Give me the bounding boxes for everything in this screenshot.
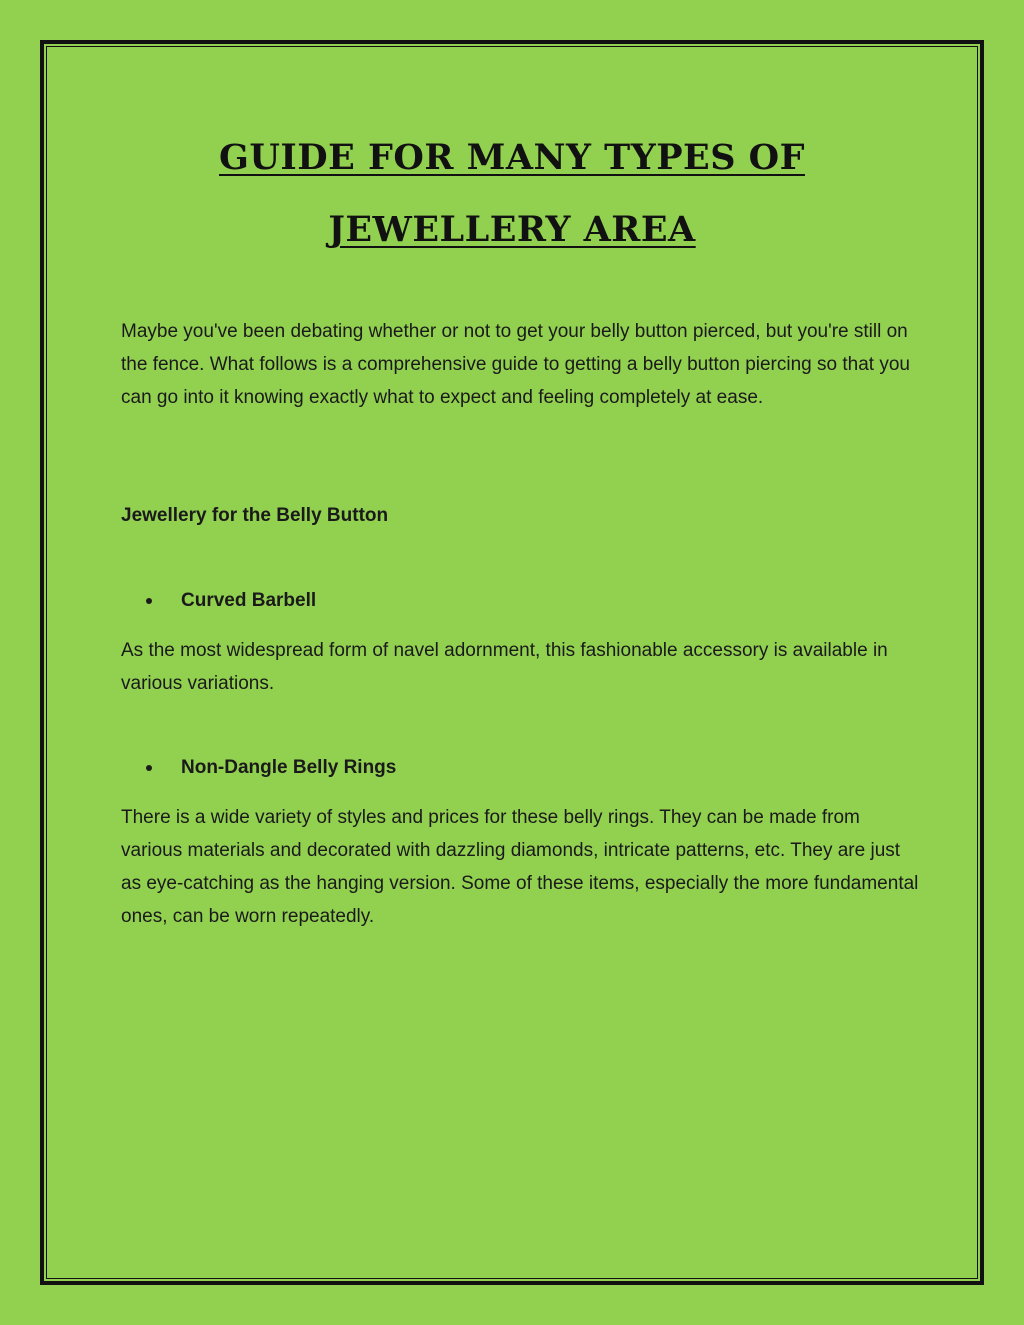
list-item-heading: Non-Dangle Belly Rings bbox=[181, 756, 397, 778]
curved-barbell-paragraph: As the most widespread form of navel adornment, this fashionable accessory is available in various variations. bbox=[121, 640, 888, 694]
bullet-icon bbox=[146, 598, 152, 604]
section-heading: Jewellery for the Belly Button bbox=[121, 505, 389, 526]
page-title-line-1-text: GUIDE FOR MANY TYPES OF bbox=[219, 137, 805, 178]
non-dangle-paragraph: There is a wide variety of styles and prices for these belly rings. They can be made from various materials and decorated with dazzling diamonds, intricate patterns, etc. They are just as eye-catching as the hanging version. Some of these items, especially the more fundamental ones, can be worn repeatedly. bbox=[121, 807, 919, 927]
page-title-line-2 bbox=[0, 209, 1024, 250]
intro-paragraph: Maybe you've been debating whether or not to get your belly button pierced, but you're still on the fence. What follows is a comprehensive guide to getting a belly button piercing so that you can go into it knowing exactly what to expect and feeling completely at ease. bbox=[121, 321, 910, 408]
bullet-icon bbox=[146, 765, 152, 771]
list-item-heading: Curved Barbell bbox=[181, 589, 317, 611]
page-title-line-1 bbox=[0, 137, 1024, 178]
list-item-curved-barbell bbox=[146, 584, 316, 617]
page-title-line-2-text: JEWELLERY AREA bbox=[328, 209, 696, 250]
list-item-non-dangle-belly-rings bbox=[146, 751, 396, 784]
